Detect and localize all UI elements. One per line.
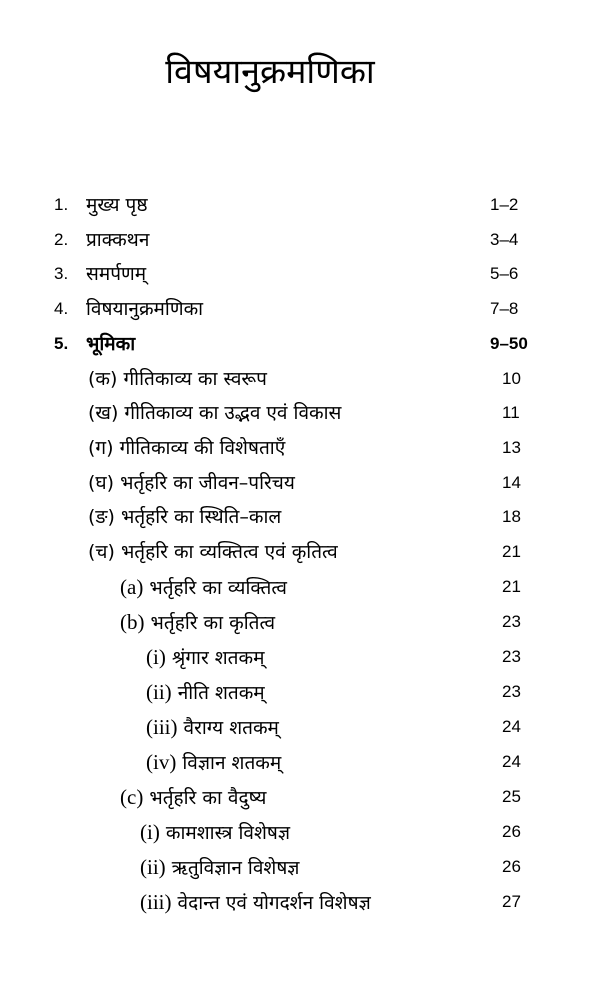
- toc-entry: [0, 292, 600, 326]
- item-page: 24: [502, 717, 521, 736]
- item-page: 27: [502, 892, 521, 911]
- toc-subentry: [0, 431, 600, 465]
- toc-entry: [0, 188, 600, 222]
- subsubentry-label: भर्तृहरि का व्यक्तित्व: [149, 577, 287, 599]
- entry-label: भूमिका: [86, 333, 136, 355]
- subentry-label: भर्तृहरि का व्यक्तित्व एवं कृतित्व: [120, 541, 338, 563]
- subsubentry-page: 23: [502, 612, 521, 631]
- subentry-marker: (क): [88, 368, 118, 390]
- item-label: नीति शतकम्: [177, 682, 265, 704]
- subentry-page: 14: [502, 473, 521, 492]
- page-title: विषयानुक्रमणिका: [165, 52, 375, 92]
- subentry-label: गीतिकाव्य की विशेषताएँ: [119, 437, 286, 459]
- toc-subentry: [0, 396, 600, 430]
- item-page: 23: [502, 682, 521, 701]
- item-page: 24: [502, 752, 521, 771]
- entry-number: 2.: [54, 230, 69, 249]
- entry-number: 1.: [54, 195, 69, 214]
- subentry-label: भर्तृहरि का स्थिति–काल: [120, 506, 282, 528]
- item-marker: (iv): [146, 750, 177, 774]
- item-marker: (iii): [140, 890, 172, 914]
- item-label: कामशास्त्र विशेषज्ञ: [165, 822, 291, 844]
- entry-number: 5.: [54, 334, 69, 353]
- item-marker: (iii): [146, 715, 178, 739]
- entry-number: 3.: [54, 264, 69, 283]
- subentry-marker: (ख): [88, 402, 119, 424]
- entry-pages: 5–6: [490, 264, 519, 283]
- toc-subsubentry: [0, 570, 600, 604]
- entry-label: प्राक्कथन: [86, 229, 150, 251]
- toc-item: [0, 710, 600, 744]
- subentry-page: 18: [502, 507, 521, 526]
- toc-item: [0, 745, 600, 779]
- toc-subsubentry: [0, 780, 600, 814]
- entry-pages: 3–4: [490, 230, 519, 249]
- subentry-marker: (च): [88, 541, 115, 563]
- item-page: 26: [502, 822, 521, 841]
- subentry-page: 10: [502, 369, 521, 388]
- subsubentry-marker: (b): [120, 610, 145, 634]
- entry-label: मुख्य पृष्ठ: [86, 194, 148, 216]
- subsubentry-marker: (c): [120, 785, 144, 809]
- subentry-marker: (ङ): [88, 506, 115, 528]
- toc-entry: [0, 257, 600, 291]
- entry-pages: 1–2: [490, 195, 519, 214]
- toc-subentry: [0, 362, 600, 396]
- subsubentry-label: भर्तृहरि का कृतित्व: [150, 612, 276, 634]
- item-marker: (ii): [146, 680, 172, 704]
- toc-subentry: [0, 466, 600, 500]
- toc-entry: [0, 223, 600, 257]
- toc-item: [0, 640, 600, 674]
- item-page: 23: [502, 647, 521, 666]
- item-label: वेदान्त एवं योगदर्शन विशेषज्ञ: [177, 892, 371, 914]
- item-marker: (i): [140, 820, 160, 844]
- item-label: श्रृंगार शतकम्: [171, 647, 265, 669]
- toc-item: [0, 675, 600, 709]
- subsubentry-page: 25: [502, 787, 521, 806]
- toc-subsubentry: [0, 605, 600, 639]
- subsubentry-page: 21: [502, 577, 521, 596]
- subentry-label: भर्तृहरि का जीवन–परिचय: [120, 472, 295, 494]
- toc-subentry: [0, 535, 600, 569]
- subentry-page: 13: [502, 438, 521, 457]
- toc-item: [0, 850, 600, 884]
- item-label: ऋतुविज्ञान विशेषज्ञ: [171, 857, 300, 879]
- subsubentry-label: भर्तृहरि का वैदुष्य: [149, 787, 267, 809]
- subentry-marker: (घ): [88, 472, 115, 494]
- entry-label: समर्पणम्: [86, 263, 147, 285]
- item-label: विज्ञान शतकम्: [182, 752, 282, 774]
- subentry-label: गीतिकाव्य का स्वरूप: [123, 368, 267, 390]
- subentry-marker: (ग): [88, 437, 114, 459]
- subentry-label: गीतिकाव्य का उद्भव एवं विकास: [124, 402, 342, 424]
- entry-pages: 7–8: [490, 299, 519, 318]
- subsubentry-marker: (a): [120, 575, 144, 599]
- entry-label: विषयानुक्रमणिका: [86, 298, 204, 320]
- toc-subentry: [0, 500, 600, 534]
- item-marker: (i): [146, 645, 166, 669]
- item-label: वैराग्य शतकम्: [183, 717, 279, 739]
- subentry-page: 11: [502, 403, 520, 422]
- toc-item: [0, 885, 600, 919]
- entry-pages: 9–50: [490, 334, 528, 353]
- toc-item: [0, 815, 600, 849]
- subentry-page: 21: [502, 542, 521, 561]
- item-marker: (ii): [140, 855, 166, 879]
- toc-entry-bhumika: [0, 327, 600, 361]
- item-page: 26: [502, 857, 521, 876]
- entry-number: 4.: [54, 299, 69, 318]
